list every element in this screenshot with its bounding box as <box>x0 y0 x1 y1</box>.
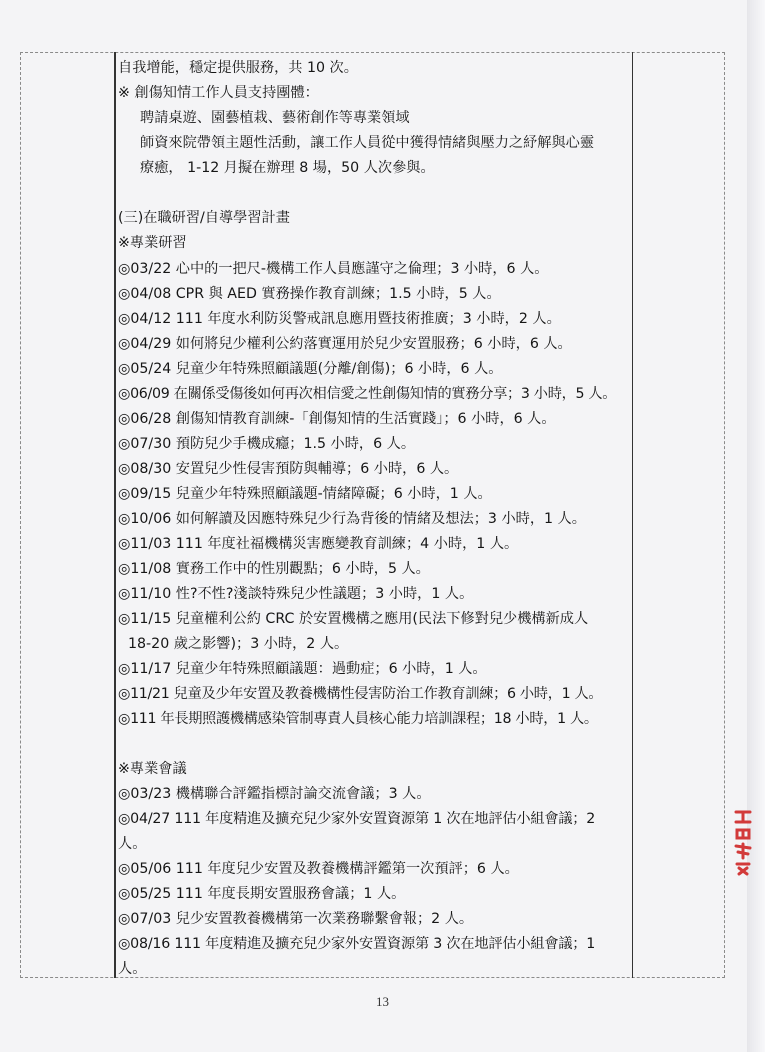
text-line: 師資來院帶領主題性活動，讓工作人員從中獲得情緒與壓力之紓解與心靈 <box>140 135 595 151</box>
scan-edge <box>747 0 765 1052</box>
list-item: ◎05/25 111 年度長期安置服務會議；1 人。 <box>118 886 406 902</box>
list-item: ◎07/30 預防兒少手機成癮；1.5 小時，6 人。 <box>118 436 416 452</box>
red-stamp-mark <box>733 808 753 878</box>
list-item-continuation: 人。 <box>118 961 147 977</box>
list-item: ◎03/22 心中的一把尺-機構工作人員應謹守之倫理；3 小時，6 人。 <box>118 261 549 277</box>
list-item-continuation: 18-20 歲之影響)；3 小時，2 人。 <box>128 636 349 652</box>
text-line: ※ 創傷知情工作人員支持團體： <box>118 85 319 101</box>
list-item: ◎11/03 111 年度社福機構災害應變教育訓練；4 小時，1 人。 <box>118 536 519 552</box>
list-item: ◎11/08 實務工作中的性別觀點；6 小時，5 人。 <box>118 561 430 577</box>
list-item: ◎05/24 兒童少年特殊照顧議題(分離/創傷)；6 小時，6 人。 <box>118 361 503 377</box>
list-item: ◎04/29 如何將兒少權利公約落實運用於兒少安置服務；6 小時，6 人。 <box>118 336 572 352</box>
list-item: ◎111 年長期照護機構感染管制專責人員核心能力培訓課程；18 小時，1 人。 <box>118 711 598 727</box>
list-item: ◎07/03 兒少安置教養機構第一次業務聯繫會報；2 人。 <box>118 911 474 927</box>
section-heading: (三)在職研習/自導學習計畫 <box>118 210 290 226</box>
list-item: ◎11/15 兒童權利公約 CRC 於安置機構之應用(民法下修對兒少機構新成人 <box>118 611 589 627</box>
list-item: ◎11/17 兒童少年特殊照顧議題：過動症；6 小時，1 人。 <box>118 661 487 677</box>
subsection-heading: ※專業會議 <box>118 761 187 777</box>
list-item: ◎04/27 111 年度精進及擴充兒少家外安置資源第 1 次在地評估小組會議；2 <box>118 811 596 827</box>
table-top-border <box>20 52 725 53</box>
stamp-graphic <box>733 808 753 878</box>
list-item: ◎11/21 兒童及少年安置及教養機構性侵害防治工作教育訓練；6 小時，1 人。 <box>118 686 603 702</box>
list-item: ◎06/09 在關係受傷後如何再次相信愛之性創傷知情的實務分享；3 小時，5 人。 <box>118 386 617 402</box>
list-item: ◎04/12 111 年度水利防災警戒訊息應用暨技術推廣；3 小時，2 人。 <box>118 311 561 327</box>
list-item: ◎05/06 111 年度兒少安置及教養機構評鑑第一次預評；6 人。 <box>118 861 519 877</box>
subsection-heading: ※專業研習 <box>118 235 187 251</box>
column-divider-1 <box>114 52 116 978</box>
list-item-continuation: 人。 <box>118 836 147 852</box>
table-right-border <box>724 52 725 978</box>
list-item: ◎06/28 創傷知情教育訓練-「創傷知情的生活實踐」；6 小時，6 人。 <box>118 411 556 427</box>
list-item: ◎10/06 如何解讀及因應特殊兒少行為背後的情緒及想法；3 小時，1 人。 <box>118 511 586 527</box>
table-left-border <box>20 52 21 978</box>
page-number: 13 <box>376 994 389 1009</box>
column-divider-2 <box>632 52 633 978</box>
list-item: ◎08/30 安置兒少性侵害預防與輔導；6 小時，6 人。 <box>118 461 459 477</box>
list-item: ◎08/16 111 年度精進及擴充兒少家外安置資源第 3 次在地評估小組會議；1 <box>118 936 596 952</box>
list-item: ◎03/23 機構聯合評鑑指標討論交流會議；3 人。 <box>118 786 431 802</box>
list-item: ◎09/15 兒童少年特殊照顧議題-情緒障礙；6 小時，1 人。 <box>118 486 492 502</box>
text-line: 療癒， 1-12 月擬在辦理 8 場，50 人次參與。 <box>140 160 435 176</box>
text-line: 自我增能，穩定提供服務，共 10 次。 <box>118 60 358 76</box>
list-item: ◎11/10 性?不性?淺談特殊兒少性議題；3 小時，1 人。 <box>118 586 474 602</box>
list-item: ◎04/08 CPR 與 AED 實務操作教育訓練；1.5 小時，5 人。 <box>118 286 501 302</box>
text-line: 聘請桌遊、園藝植栽、藝術創作等專業領域 <box>140 110 410 126</box>
